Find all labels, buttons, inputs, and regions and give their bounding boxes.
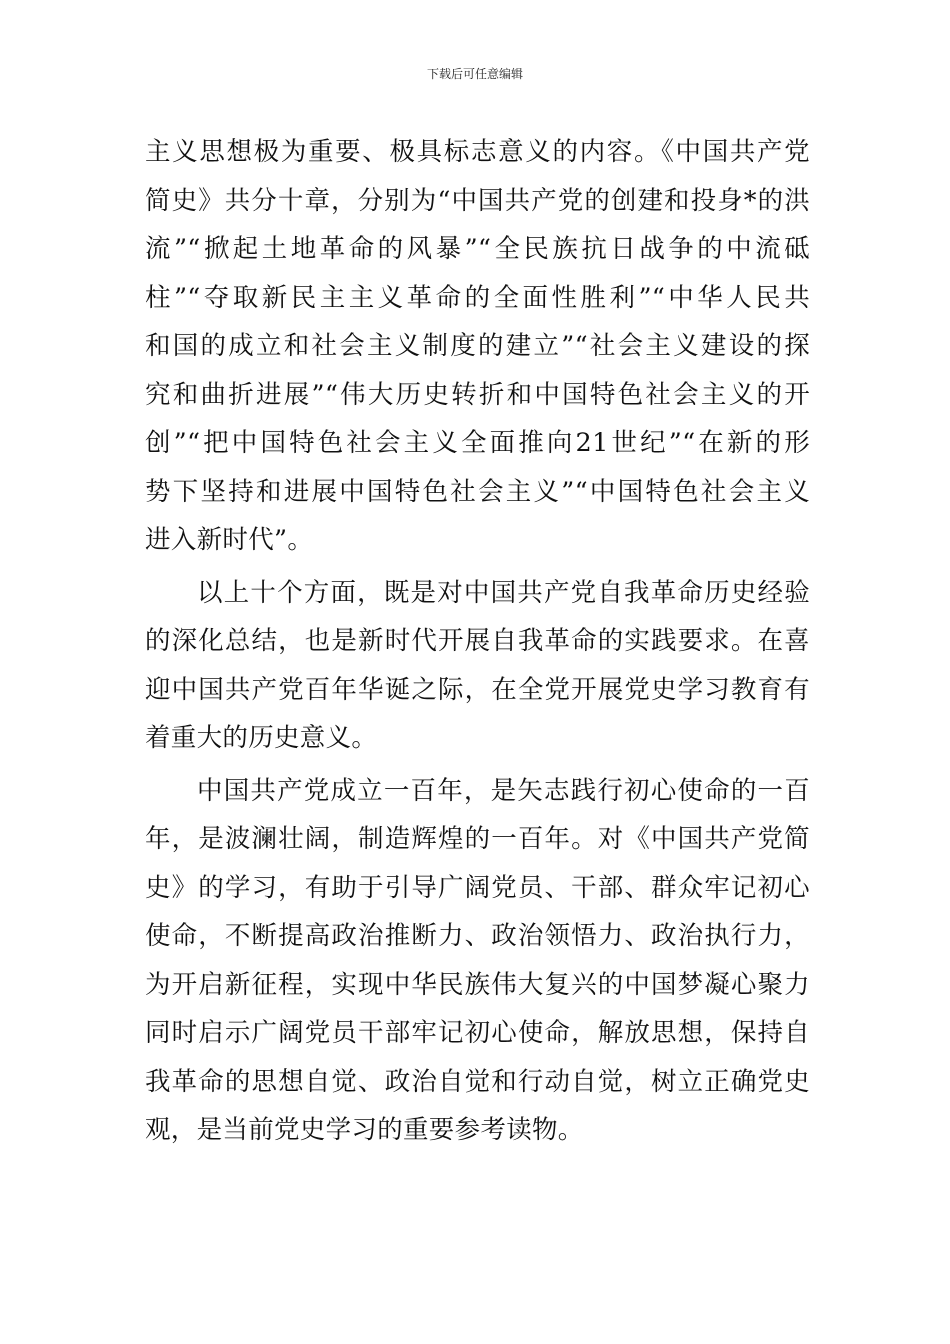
text-line: 迎中国共产党百年华诞之际，在全党开展党史学习教育有 (145, 674, 810, 705)
document-body (145, 128, 810, 1155)
text-line: 创”“把中国特色社会主义全面推向21世纪”“在新的形 (145, 428, 810, 458)
text-line: 和国的成立和社会主义制度的建立”“社会主义建设的探 (145, 331, 810, 361)
paragraph-3 (145, 767, 810, 1155)
text-line: 柱”“夺取新民主主义革命的全面性胜利”“中华人民共 (145, 282, 810, 313)
text-line: 主义思想极为重要、极具标志意义的内容。《中国共产党 (145, 137, 810, 167)
text-line: 我革命的思想自觉、政治自觉和行动自觉，树立正确党史 (145, 1066, 810, 1097)
text-line: 着重大的历史意义。 (145, 723, 378, 753)
text-line: 同时启示广阔党员干部牢记初心使命，解放思想，保持自 (145, 1018, 810, 1048)
text-line: 简史》共分十章，分别为“中国共产党的创建和投身*的洪 (145, 185, 810, 216)
text-line: 究和曲折进展”“伟大历史转折和中国特色社会主义的开 (145, 379, 810, 410)
text-line: 进入新时代”。 (145, 525, 314, 555)
text-line: 为开启新征程，实现中华民族伟大复兴的中国梦凝心聚力 (145, 969, 810, 1000)
paragraph-2 (145, 569, 810, 763)
paragraph-1 (145, 128, 810, 565)
text-line: 年，是波澜壮阔，制造辉煌的一百年。对《中国共产党简 (145, 824, 810, 854)
text-line: 流”“掀起土地革命的风暴”“全民族抗日战争的中流砥 (145, 234, 810, 264)
text-line: 史》的学习，有助于引导广阔党员、干部、群众牢记初心 (145, 872, 810, 903)
text-line: 以上十个方面，既是对中国共产党自我革命历史经验 (197, 577, 810, 608)
text-line: 使命，不断提高政治推断力、政治领悟力、政治执行力， (145, 921, 810, 951)
text-line: 观，是当前党史学习的重要参考读物。 (145, 1115, 584, 1145)
text-line: 的深化总结，也是新时代开展自我革命的实践要求。在喜 (145, 626, 810, 656)
text-line: 中国共产党成立一百年，是矢志践行初心使命的一百 (197, 775, 810, 806)
text-line: 势下坚持和进展中国特色社会主义”“中国特色社会主义 (145, 476, 810, 507)
page-header: 下载后可任意编辑 (426, 67, 523, 81)
